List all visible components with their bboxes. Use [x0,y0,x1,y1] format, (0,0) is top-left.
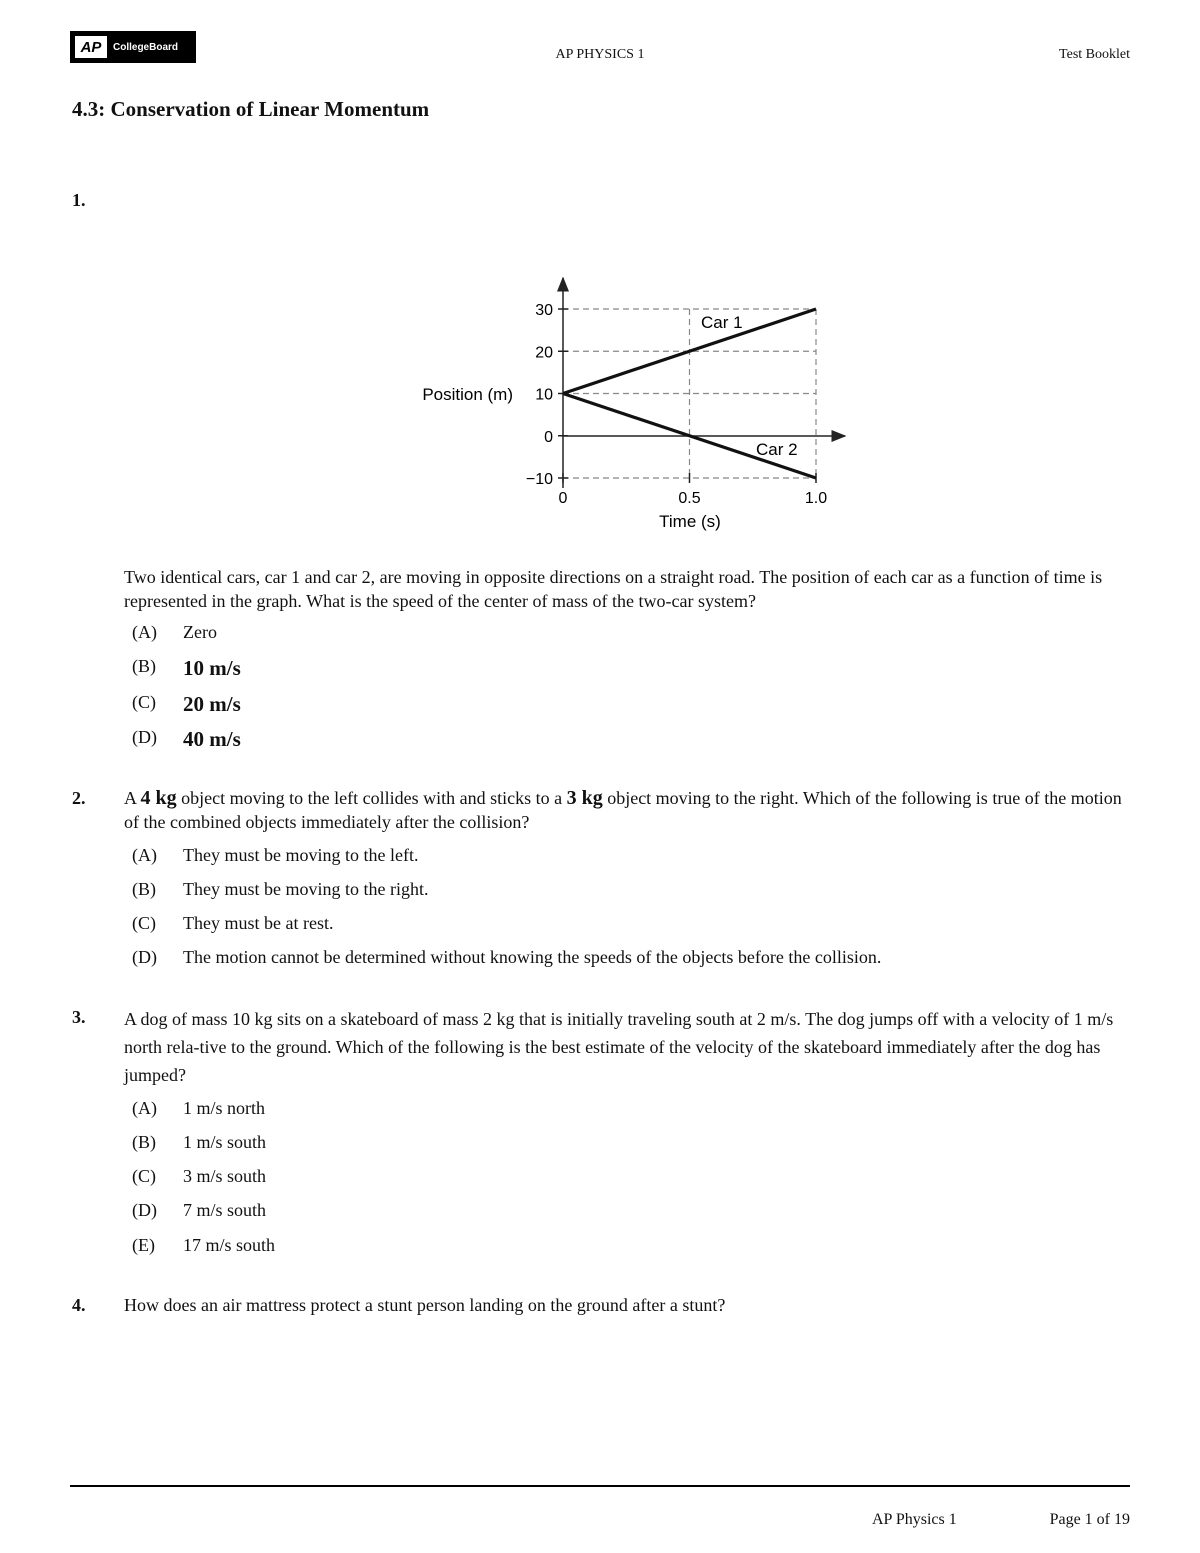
position-time-graph [395,270,855,535]
question-3-choice-b[interactable] [132,1132,266,1153]
footer-divider [70,1485,1130,1487]
question-1-number: 1. [72,190,86,210]
choice-text: 20 m/s [183,692,241,716]
x-tick-label: 0 [558,490,568,507]
choice-letter: (E) [132,1235,155,1255]
choice-letter: (A) [132,845,157,865]
section-title: 4.3: Conservation of Linear Momentum [72,97,430,121]
question-3-choice-e[interactable] [132,1235,275,1256]
question-2-mass-2: 3 kg [566,787,603,809]
graph-ticks [526,302,827,507]
footer-page-number: Page 1 of 19 [1049,1511,1130,1528]
choice-letter: (A) [132,1098,157,1118]
question-4-number: 4. [72,1295,86,1315]
collegeboard-logo-text: CollegeBoard [113,41,179,53]
choice-text: Zero [183,622,217,642]
choice-text: They must be moving to the left. [183,845,419,865]
x-tick-label: 1.0 [804,490,828,507]
choice-text: 17 m/s south [183,1235,276,1255]
choice-letter: (D) [132,947,157,967]
question-1-choice-c[interactable] [132,692,241,717]
choice-letter: (D) [132,727,157,747]
y-axis-label: Position (m) [422,385,513,404]
y-tick-label: 30 [535,302,553,319]
question-4-text: How does an air mattress protect a stunt person landing on the ground after a stunt? [124,1295,726,1315]
question-3-choice-d[interactable] [132,1200,266,1221]
question-2-mass-1: 4 kg [140,787,177,809]
series-label-car-2: Car 2 [756,440,798,459]
choice-letter: (C) [132,692,156,712]
footer-course: AP Physics 1 [872,1511,957,1528]
question-1-choice-d[interactable] [132,727,241,752]
question-3-text: A dog of mass 10 kg sits on a skateboard of mass 2 kg that is initially traveling south at 2 m/s. The dog jumps off with a velocity of 1 m/s north rela-tive to the ground. Which of the following is the best estimate of the velocity of the skateboard immediately after the dog has jumped? [124,1009,1114,1085]
choice-letter: (C) [132,913,156,933]
question-3-number: 3. [72,1007,86,1027]
choice-text: 1 m/s south [183,1132,267,1152]
choice-text: 7 m/s south [183,1200,267,1220]
choice-text: 3 m/s south [183,1166,267,1186]
y-tick-label: 0 [544,428,553,446]
header-subject: AP PHYSICS 1 [555,47,645,62]
choice-text: They must be at rest. [183,913,334,933]
choice-letter: (B) [132,1132,156,1152]
choice-letter: (A) [132,622,157,642]
x-tick-label: 0.5 [678,490,701,507]
choice-text: 1 m/s north [183,1098,266,1118]
question-2-choice-c[interactable] [132,913,333,934]
question-2-text-a: A [124,788,141,808]
question-2-choice-a[interactable] [132,845,418,866]
question-2-text-b: object moving to the left collides with and sticks to a [176,788,567,808]
question-1-choice-a[interactable] [132,622,217,643]
question-1-text: Two identical cars, car 1 and car 2, are moving in opposite directions on a straight road. The position of each car as a function of time is represented in the graph. What is the speed of the center of mass of the two-car system? [124,567,1103,611]
question-3-choice-a[interactable] [132,1098,265,1119]
choice-text: The motion cannot be determined without knowing the speeds of the objects before the collision. [183,947,882,967]
choice-letter: (B) [132,656,156,676]
question-1-choice-b[interactable] [132,656,241,681]
choice-text: They must be moving to the right. [183,879,429,899]
y-tick-label: 10 [535,386,553,404]
series-label-car-1: Car 1 [701,313,743,332]
question-2-text-c: object moving to the right. Which of the following is true of the motion of the combined objects immediately after the collision? [124,788,1122,832]
header-booklet-label: Test Booklet [1059,47,1130,62]
question-2-choice-b[interactable] [132,879,428,900]
question-2-choice-d[interactable] [132,947,881,968]
ap-logo-mark: AP [75,36,107,58]
choice-letter: (B) [132,879,156,899]
choice-text: 10 m/s [183,656,241,680]
y-tick-label: −10 [525,471,553,488]
choice-letter: (C) [132,1166,156,1186]
choice-text: 40 m/s [183,727,241,751]
y-tick-label: 20 [535,344,553,362]
question-2-number: 2. [72,788,86,808]
question-2-text [124,786,1124,834]
question-3-choice-c[interactable] [132,1166,266,1187]
choice-letter: (D) [132,1200,157,1220]
x-axis-label: Time (s) [659,512,721,531]
